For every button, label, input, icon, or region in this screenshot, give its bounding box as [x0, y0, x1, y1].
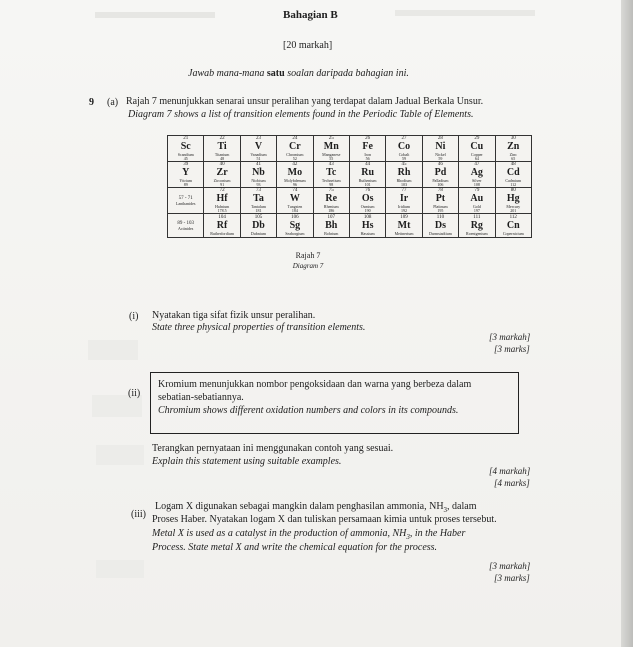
element-symbol: Zr [216, 167, 228, 178]
element-mass: 195 [437, 208, 444, 213]
element-name: Mercury [506, 204, 521, 209]
element-atomic-number: 73 [255, 188, 261, 193]
element-name: Yttrium [179, 178, 193, 183]
element-symbol: Ru [361, 167, 375, 178]
part-iii-malay-1-end: , dalam [447, 501, 477, 512]
bleed-through-mark [395, 10, 535, 16]
element-name: Rutherfordium [210, 231, 234, 236]
element-mass: 181 [255, 208, 262, 213]
element-atomic-number: 29 [474, 136, 480, 141]
element-atomic-number: 43 [328, 162, 334, 167]
element-cell [386, 162, 422, 188]
element-mass: 89 [183, 182, 188, 187]
element-name: Hafnium [214, 204, 230, 209]
element-cell [168, 162, 204, 188]
part-iii-english-1-text: Metal X is used as a catalyst in the production of ammonia, NH [152, 528, 407, 539]
element-cell [168, 188, 204, 214]
element-symbol: Nb [252, 167, 265, 178]
part-i-english: State three physical properties of transition elements. [152, 322, 366, 333]
element-mass: 98 [329, 182, 334, 187]
intro-english: Diagram 7 shows a list of transition elements found in the Periodic Table of Elements. [128, 109, 474, 120]
element-cell [168, 136, 204, 162]
part-iii-english-1-sub: 3 [406, 533, 410, 541]
element-symbol: Fe [362, 141, 373, 152]
element-symbol: Rg [470, 220, 483, 231]
element-atomic-number: 89 - 103 [177, 220, 195, 226]
element-symbol: Hf [216, 193, 228, 204]
element-atomic-number: 45 [401, 162, 407, 167]
question-number: 9 [89, 97, 94, 108]
element-cell [386, 136, 422, 162]
element-name: Zinc [509, 152, 517, 157]
box-malay-line-1: Kromium menunjukkan nombor pengoksidaan dan warna yang berbeza dalam [158, 379, 472, 390]
element-name: Manganese [322, 152, 341, 157]
part-i-label: (i) [129, 311, 139, 322]
element-atomic-number: 112 [509, 215, 517, 220]
element-cell [240, 188, 276, 214]
element-mass: 59 [402, 156, 407, 161]
table-row [168, 188, 532, 214]
element-symbol: Cn [506, 220, 520, 231]
element-cell [422, 162, 458, 188]
element-mass: 192 [401, 208, 408, 213]
element-cell [422, 188, 458, 214]
element-mass: 178.5 [217, 208, 227, 213]
element-atomic-number: 74 [292, 188, 298, 193]
bleed-through-mark [95, 12, 215, 18]
element-name: Silver [472, 178, 482, 183]
element-symbol: Db [252, 220, 265, 231]
element-name: Actinides [178, 225, 194, 231]
element-cell [495, 188, 531, 214]
element-mass: 52 [292, 156, 297, 161]
element-atomic-number: 76 [365, 188, 371, 193]
part-iii-english-line-2: Process. State metal X and write the chemical equation for the process. [152, 542, 438, 553]
element-symbol: Au [470, 193, 484, 204]
element-cell [495, 136, 531, 162]
element-name: Zirconium [213, 178, 231, 183]
element-mass: 48 [220, 156, 225, 161]
element-symbol: W [289, 193, 300, 204]
element-cell [204, 136, 240, 162]
element-name: Molybdenum [284, 178, 306, 183]
element-atomic-number: 75 [328, 188, 334, 193]
element-symbol: Rh [397, 167, 411, 178]
element-atomic-number: 107 [327, 215, 335, 220]
element-cell [495, 162, 531, 188]
element-name: Cobalt [398, 152, 410, 157]
element-symbol: Sc [180, 141, 191, 152]
diagram-caption-english: Diagram 7 [292, 262, 324, 270]
element-atomic-number: 30 [510, 136, 516, 141]
transition-elements-table [167, 135, 532, 238]
element-cell [277, 136, 313, 162]
element-mass: 55 [329, 156, 334, 161]
element-symbol: Mt [397, 220, 411, 231]
element-name: Roentgenium [466, 231, 488, 236]
element-symbol: Re [325, 193, 338, 204]
element-cell [313, 136, 349, 162]
element-atomic-number: 106 [291, 215, 299, 220]
element-name: Niobium [251, 178, 266, 183]
element-name: Gold [472, 204, 481, 209]
element-mass: 56 [365, 156, 370, 161]
element-symbol: Cd [506, 167, 520, 178]
bleed-through-mark [88, 340, 138, 360]
part-iii-malay-1-sub: 3 [443, 506, 448, 514]
element-mass: 184 [291, 208, 298, 213]
element-symbol: Co [397, 141, 411, 152]
element-symbol: Cr [289, 141, 301, 152]
element-cell [386, 214, 422, 238]
element-mass: 64 [474, 156, 479, 161]
element-mass: 108 [473, 182, 480, 187]
element-atomic-number: 41 [255, 162, 261, 167]
element-atomic-number: 25 [328, 136, 334, 141]
element-atomic-number: 21 [183, 136, 189, 141]
element-name: Iron [364, 152, 371, 157]
element-cell [240, 136, 276, 162]
element-symbol: Sg [289, 220, 301, 231]
element-symbol: Zn [507, 141, 520, 152]
element-cell [240, 162, 276, 188]
element-cell [349, 188, 385, 214]
part-i-marks-malay: [3 markah] [489, 332, 531, 342]
part-a-label: (a) [107, 97, 119, 108]
element-name: Copper [470, 152, 483, 157]
element-atomic-number: 78 [437, 188, 443, 193]
instruction-suffix: soalan daripada bahagian ini. [287, 68, 409, 79]
element-name: Dubnium [250, 231, 267, 236]
element-symbol: Cu [470, 141, 484, 152]
part-iii-marks-malay: [3 markah] [489, 561, 531, 571]
element-mass: 190 [364, 208, 371, 213]
element-name: Meitnerium [394, 231, 414, 236]
element-cell [313, 162, 349, 188]
element-atomic-number: 23 [255, 136, 261, 141]
element-name: Darmstadtium [428, 231, 452, 236]
element-cell [204, 214, 240, 238]
element-atomic-number: 28 [437, 136, 443, 141]
element-symbol: Bh [325, 220, 338, 231]
element-cell [422, 214, 458, 238]
element-name: Cadmium [505, 178, 522, 183]
element-atomic-number: 39 [183, 162, 189, 167]
element-cell [277, 188, 313, 214]
element-cell [386, 188, 422, 214]
element-cell [349, 136, 385, 162]
part-iii-english-1-end: , in the Haber [409, 528, 466, 539]
element-name: Copernicium [502, 231, 524, 236]
element-atomic-number: 27 [401, 136, 407, 141]
element-cell [459, 136, 495, 162]
intro-malay: Rajah 7 menunjukkan senarai unsur peralihan yang terdapat dalam Jadual Berkala Unsur. [126, 96, 484, 107]
element-cell [422, 136, 458, 162]
part-i-marks-english: [3 marks] [494, 344, 530, 354]
element-name: Chromium [286, 152, 304, 157]
element-symbol: Mo [287, 167, 303, 178]
element-mass: 91 [220, 182, 225, 187]
element-mass: 197 [473, 208, 480, 213]
element-atomic-number: 40 [219, 162, 225, 167]
element-cell [277, 214, 313, 238]
element-name: Bohrium [324, 231, 339, 236]
element-symbol: Ag [470, 167, 483, 178]
element-name: Nickel [435, 152, 446, 157]
element-name: Hassium [360, 231, 375, 236]
element-symbol: Ti [217, 141, 227, 152]
element-atomic-number: 26 [365, 136, 371, 141]
part-iii-malay-1-text: Logam X digunakan sebagai mangkin dalam penghasilan ammonia, NH [155, 501, 444, 512]
element-name: Palladium [432, 178, 449, 183]
element-mass: 106 [437, 182, 444, 187]
element-name: Scandium [177, 152, 194, 157]
part-ii-label: (ii) [128, 388, 141, 399]
element-cell [459, 162, 495, 188]
element-name: Ruthenium [358, 178, 377, 183]
element-name: Tungsten [287, 204, 303, 209]
bleed-through-mark [96, 560, 144, 578]
part-ii-marks-malay: [4 markah] [489, 466, 531, 476]
element-atomic-number: 109 [400, 215, 408, 220]
element-symbol: Ni [435, 141, 446, 152]
element-name: Iridium [398, 204, 411, 209]
element-cell [459, 214, 495, 238]
element-symbol: Pt [435, 193, 446, 204]
element-mass: 103 [401, 182, 408, 187]
element-cell [168, 214, 204, 238]
part-iii-malay-line-1 [155, 501, 476, 514]
element-name: Seaborgium [285, 231, 305, 236]
element-cell [204, 188, 240, 214]
element-atomic-number: 111 [473, 215, 481, 220]
element-name: Vanadium [250, 152, 267, 157]
table-row [168, 162, 532, 188]
element-cell [204, 162, 240, 188]
element-atomic-number: 24 [292, 136, 298, 141]
element-name: Technetium [321, 178, 341, 183]
element-name: Rhodium [396, 178, 412, 183]
element-atomic-number: 44 [365, 162, 371, 167]
element-symbol: Ds [434, 220, 446, 231]
element-name: Platinum [433, 204, 448, 209]
element-atomic-number: 42 [292, 162, 298, 167]
element-symbol: Rf [216, 220, 228, 231]
element-cell [240, 214, 276, 238]
element-symbol: Ta [253, 193, 264, 204]
element-mass: 201 [510, 208, 517, 213]
box-malay-line-2: sebatian-sebatiannya. [158, 392, 244, 403]
element-cell [313, 188, 349, 214]
diagram-caption-malay: Rajah 7 [295, 251, 321, 260]
part-i-malay: Nyatakan tiga sifat fizik unsur peralihan. [152, 310, 316, 321]
element-mass: 112 [510, 182, 517, 187]
element-cell [459, 188, 495, 214]
box-english: Chromium shows different oxidation numbers and colors in its compounds. [158, 405, 459, 416]
element-symbol: Tc [326, 167, 337, 178]
element-mass: 96 [292, 182, 297, 187]
part-ii-english: Explain this statement using suitable examples. [152, 456, 342, 467]
element-symbol: V [254, 141, 263, 152]
element-symbol: Ir [399, 193, 409, 204]
element-symbol: Hg [506, 193, 520, 204]
part-iii-marks-english: [3 marks] [494, 573, 530, 583]
element-cell [349, 214, 385, 238]
element-mass: 65 [511, 156, 516, 161]
element-mass: 93 [256, 182, 261, 187]
element-atomic-number: 110 [436, 215, 445, 220]
element-mass: 101 [364, 182, 371, 187]
part-ii-marks-english: [4 marks] [494, 478, 530, 488]
element-name: Tantalum [250, 204, 266, 209]
element-name: Lanthanides [175, 200, 196, 206]
instruction-bold: satu [266, 68, 285, 79]
element-atomic-number: 48 [510, 162, 516, 167]
instruction-prefix: Jawab mana-mana [188, 68, 265, 79]
element-mass: 45 [183, 156, 188, 161]
part-iii-label: (iii) [131, 509, 146, 520]
part-ii-malay: Terangkan pernyataan ini menggunakan contoh yang sesuai. [152, 443, 394, 454]
section-title: Bahagian B [283, 9, 338, 21]
part-iii-english-line-1 [152, 528, 465, 541]
table-row [168, 136, 532, 162]
element-symbol: Hs [361, 220, 374, 231]
element-atomic-number: 57 - 71 [178, 195, 193, 201]
element-cell [349, 162, 385, 188]
total-marks: [20 markah] [283, 40, 333, 51]
element-mass: 59 [438, 156, 443, 161]
table-row [168, 214, 532, 238]
element-atomic-number: 47 [474, 162, 480, 167]
element-atomic-number: 104 [218, 215, 226, 220]
element-atomic-number: 72 [219, 188, 225, 193]
element-name: Osmium [360, 204, 375, 209]
page-edge-shadow [621, 0, 633, 647]
part-iii-malay-line-2: Proses Haber. Nyatakan logam X dan tuliskan persamaan kimia untuk proses tersebut. [152, 514, 497, 525]
element-cell [313, 214, 349, 238]
element-name: Titanium [214, 152, 230, 157]
element-atomic-number: 79 [474, 188, 480, 193]
element-symbol: Pd [434, 167, 447, 178]
element-cell [495, 214, 531, 238]
element-atomic-number: 77 [401, 188, 407, 193]
element-name: Rhenium [323, 204, 339, 209]
element-atomic-number: 108 [363, 215, 372, 220]
element-cell [277, 162, 313, 188]
element-atomic-number: 80 [510, 188, 516, 193]
element-symbol: Os [361, 193, 374, 204]
element-atomic-number: 105 [254, 215, 263, 220]
element-symbol: Mn [323, 141, 339, 152]
section-instruction [188, 68, 409, 79]
element-mass: 51 [256, 156, 261, 161]
element-symbol: Y [182, 167, 190, 178]
bleed-through-mark [96, 445, 144, 465]
element-atomic-number: 22 [219, 136, 225, 141]
element-atomic-number: 46 [437, 162, 443, 167]
element-mass: 186 [328, 208, 335, 213]
